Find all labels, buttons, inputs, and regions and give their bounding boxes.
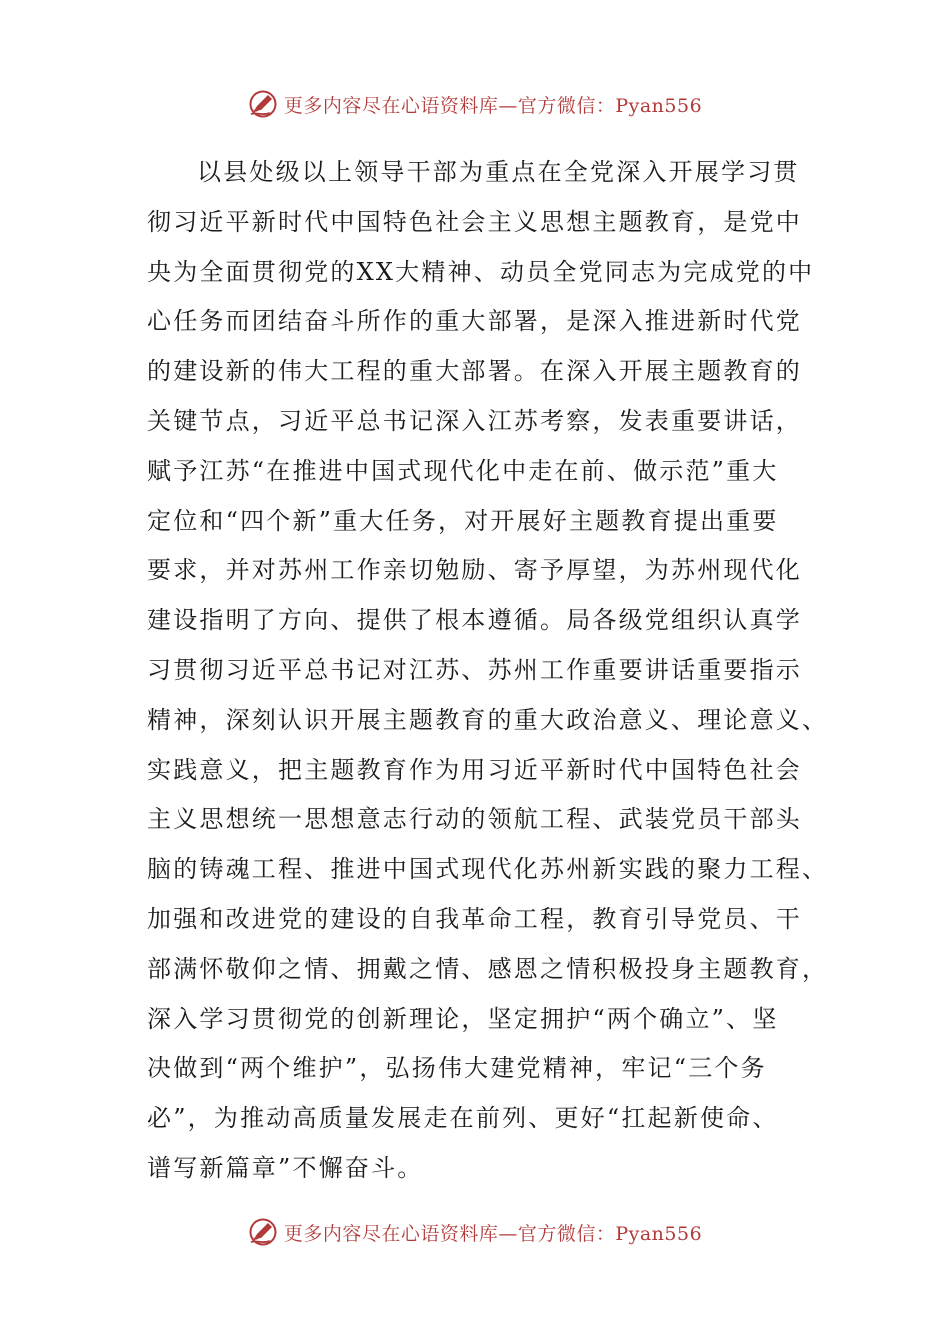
paragraph-line: 谱写新篇章”不懈奋斗。 bbox=[147, 1153, 424, 1182]
top-watermark-text: 更多内容尽在心语资料库—官方微信：Pyan556 bbox=[283, 94, 703, 117]
paragraph-line: 关键节点，习近平总书记深入江苏考察，发表重要讲话， bbox=[147, 406, 802, 435]
paragraph-line: 脑的铸魂工程、推进中国式现代化苏州新实践的聚力工程、 bbox=[147, 855, 829, 884]
paragraph-line: 赋予江苏“在推进中国式现代化中走在前、做示范”重大 bbox=[147, 456, 779, 485]
paragraph-line: 主义思想统一思想意志行动的领航工程、武装党员干部头 bbox=[147, 805, 802, 834]
pen-logo-icon bbox=[248, 89, 278, 119]
paragraph-line: 要求，并对苏州工作亲切勉励、寄予厚望，为苏州现代化 bbox=[147, 556, 802, 585]
paragraph-line: 以县处级以上领导干部为重点在全党深入开展学习贯 bbox=[197, 158, 800, 186]
paragraph-line: 定位和“四个新”重大任务，对开展好主题教育提出重要 bbox=[147, 506, 779, 535]
paragraph-line: 深入学习贯彻党的创新理论，坚定拥护“两个确立”、坚 bbox=[147, 1004, 779, 1033]
paragraph-line: 实践意义，把主题教育作为用习近平新时代中国特色社会 bbox=[147, 755, 802, 784]
paragraph-line: 心任务而团结奋斗所作的重大部署，是深入推进新时代党 bbox=[147, 307, 802, 336]
bottom-watermark-banner bbox=[0, 1212, 950, 1252]
paragraph-line: 央为全面贯彻党的XX大精神、动员全党同志为完成党的中 bbox=[147, 257, 815, 286]
paragraph-line: 的建设新的伟大工程的重大部署。在深入开展主题教育的 bbox=[147, 357, 802, 386]
top-watermark-banner bbox=[0, 84, 950, 124]
paragraph-line: 彻习近平新时代中国特色社会主义思想主题教育，是党中 bbox=[147, 207, 802, 236]
paragraph-line: 部满怀敬仰之情、拥戴之情、感恩之情积极投身主题教育， bbox=[147, 954, 829, 983]
paragraph-line: 决做到“两个维护”，弘扬伟大建党精神，牢记“三个务 bbox=[147, 1054, 767, 1083]
paragraph-line: 必”，为推动高质量发展走在前列、更好“扛起新使命、 bbox=[147, 1104, 779, 1133]
paragraph-line: 加强和改进党的建设的自我革命工程，教育引导党员、干 bbox=[147, 904, 802, 933]
paragraph-line: 精神，深刻认识开展主题教育的重大政治意义、理论意义、 bbox=[147, 705, 829, 734]
document-body bbox=[147, 148, 829, 1194]
bottom-watermark-text: 更多内容尽在心语资料库—官方微信：Pyan556 bbox=[283, 1222, 703, 1245]
paragraph-line: 建设指明了方向、提供了根本遵循。局各级党组织认真学 bbox=[147, 606, 802, 635]
paragraph-line: 习贯彻习近平总书记对江苏、苏州工作重要讲话重要指示 bbox=[147, 655, 802, 684]
pen-logo-icon bbox=[248, 1217, 278, 1247]
